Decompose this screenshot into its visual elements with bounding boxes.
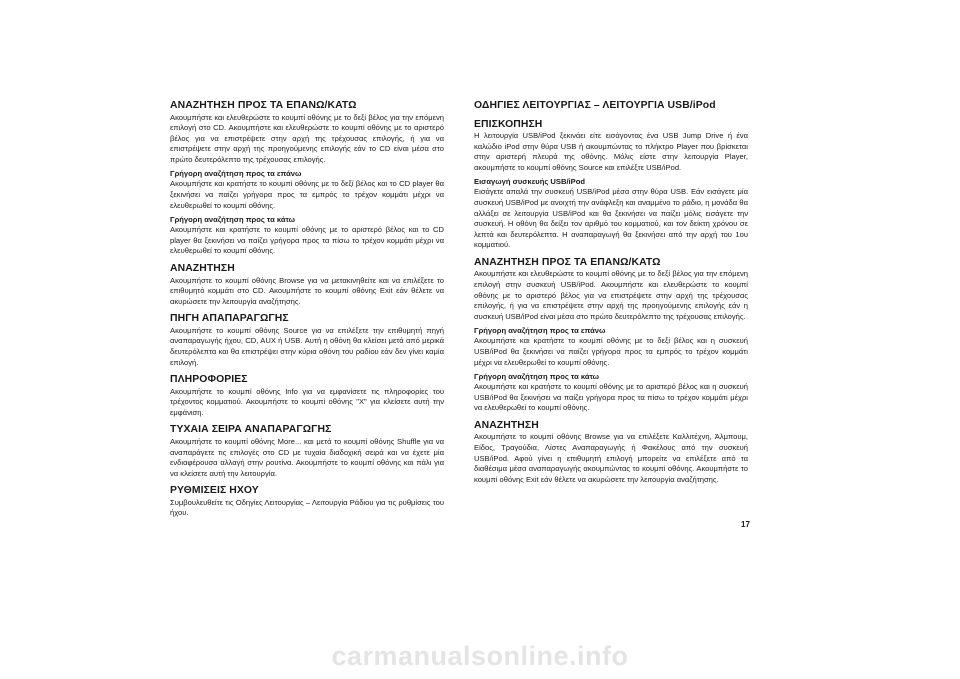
body-paragraph: Ακουμπήστε το κουμπί οθόνης Info για να εμφανίσετε τις πληροφορίες του τρέχοντος κομματιού. Ακουμπήστε το κουμπί οθόνης "X" για κλείσετε αυτή την εμφάνιση.: [170, 386, 444, 417]
subsection-heading: Εισαγωγή συσκευής USB/iPod: [474, 177, 586, 187]
left-column: [170, 100, 444, 519]
body-paragraph: Ακουμπήστε και κρατήστε το κουμπί οθόνης με το αριστερό βέλος και η συσκευή USB/iPod θα ξεκινήσει να παίζει γρήγορα προς τα πίσω το τρέχον κομμάτι μέχρι να ελευθερωθεί το κουμπί οθόνης.: [474, 382, 748, 413]
section-heading: ΠΗΓΗ ΑΠΑΠΑΡΑΓΩΓΗΣ: [170, 313, 289, 325]
body-paragraph: Εισάγετε απαλά την συσκευή USB/iPod μέσα στην θύρα USB. Εάν εισάγετε μία συσκευή USB/iPod με ανοιχτή την ανάφλεξη και αναμμένο το ράδιο, η μονάδα θα αλλάξει σε λειτουργία USB/iPod και θα ξεκινήσει να παίζει μόλις εισάγετε την συσκευή. Η οθόνη θα δείξει τον αριθμό του κομματιού, και τον δείκτη χρόνου σε λεπτά και δευτερόλεπτα. Η αναπαραγωγή θα ξεκινήσει από την αρχή του 1ου κομματιού.: [474, 187, 748, 250]
page-number: 17: [741, 520, 750, 529]
body-paragraph: Ακουμπήστε και κρατήστε το κουμπί οθόνης με το δεξί βέλος και το CD player θα ξεκινήσει να παίζει γρήγορα προς τα εμπρός το τρέχον κομμάτι μέχρι να ελευθερωθεί το κουμπί οθόνης.: [170, 179, 444, 210]
right-column: [474, 100, 748, 485]
section-heading: ΠΛΗΡΟΦΟΡΙΕΣ: [170, 374, 248, 386]
section-heading: ΟΔΗΓΙΕΣ ΛΕΙΤΟΥΡΓΙΑΣ – ΛΕΙΤΟΥΡΓΙΑ USB/iPod: [474, 100, 716, 111]
subsection-heading: Γρήγορη αναζήτηση προς τα κάτω: [474, 372, 600, 382]
section-heading: ΑΝΑΖΗΤΗΣΗ ΠΡΟΣ ΤΑ ΕΠΑΝΩ/ΚΑΤΩ: [474, 256, 661, 268]
body-paragraph: Η λειτουργία USB/iPod ξεκινάει είτε εισάγοντας ένα USB Jump Drive ή ένα καλώδιο iPod στην θύρα USB ή ακουμπώντας το πλήκτρο Player που βρίσκεται στην αριστερή πλευρά της οθόνης. Μόλις είστε στην λειτουργία Player, ακουμπήστε το κουμπί οθόνης Source και επιλέξτε USB/iPod.: [474, 131, 748, 172]
body-paragraph: Ακουμπήστε και κρατήστε το κουμπί οθόνης με το αριστερό βέλος και το CD player θα ξεκινήσει να παίζει γρήγορα προς τα πίσω το τρέχον κομμάτι μέχρι να ελευθερωθεί το κουμπί οθόνης.: [170, 225, 444, 256]
section-heading: ΑΝΑΖΗΤΗΣΗ ΠΡΟΣ ΤΑ ΕΠΑΝΩ/ΚΑΤΩ: [170, 100, 357, 111]
subsection-heading: Γρήγορη αναζήτηση προς τα κάτω: [170, 215, 296, 225]
body-paragraph: Ακουμπήστε το κουμπί οθόνης Source για να επιλέξετε την επιθυμητή πηγή αναπαραγωγής ήχου, CD, AUX ή USB. Αυτή η οθόνη θα κλείσει μετά από μερικά δευτερόλεπτα και θα επιστρέψει στην κύρια οθόνη του ραδίου εάν δεν γίνει καμία επιλογή.: [170, 325, 444, 367]
body-paragraph: Ακουμπήστε και ελευθερώστε το κουμπί οθόνης με το δεξί βέλος για την επόμενη επιλογή στο CD. Ακουμπήστε και ελευθερώστε το κουμπί οθόνης με το αριστερό βέλος για να επιστρέψετε στην αρχή της τρέχουσας επιλογής, ή για να επιστρέψετε στην αρχή της προηγούμενης επιλογής εάν το CD είναι μέσα στο πρώτο δευτερόλεπτο της τρέχουσας επιλογής.: [170, 112, 444, 164]
section-heading: ΑΝΑΖΗΤΗΣΗ: [170, 263, 235, 275]
subsection-heading: Γρήγορη αναζήτηση προς τα επάνω: [170, 169, 302, 179]
body-paragraph: Ακουμπήστε το κουμπί οθόνης Browse για να μετακινηθείτε και να επιλέξετε το επιθυμητό κομμάτι στο CD. Ακουμπήστε το κουμπί οθόνης Exit εάν θέλετε να ακυρώσετε την λειτουργία αναζήτησης.: [170, 275, 444, 306]
body-paragraph: Ακουμπήστε το κουμπί οθόνης More... και μετά το κουμπί οθόνης Shuffle για να αναπαράγετε τις επιλογές στο CD με τυχαία διαδοχική σειρά και να έχετε μία ενδιαφέρουσα αλλαγή στην ρουτίνα. Ακουμπήστε το κουμπί οθόνης και πάλι για να κλείσετε αυτή την λειτουργία.: [170, 436, 444, 478]
section-heading: ΕΠΙΣΚΟΠΗΣΗ: [474, 118, 543, 130]
body-paragraph: Ακουμπήστε και κρατήστε το κουμπί οθόνης με το δεξί βέλος και η συσκευή USB/iPod θα ξεκινήσει να παίζει γρήγορα προς τα εμπρός το τρέχον κομμάτι μέχρι να ελευθερωθεί το κουμπί οθόνης.: [474, 336, 748, 367]
body-paragraph: Ακουμπήστε το κουμπί οθόνης Browse για να επιλέξετε Καλλιτέχνη, Άλμπουμ, Είδος, Τραγούδια, Λίστες Αναπαραγωγής ή Φακέλους από την συσκευή USB/iPod. Αφού γίνει η επιθυμητή επιλογή μπορείτε να επιλέξετε από τα διαθέσιμα μέσα αναπαραγωγής ακουμπώντας το κουμπί οθόνης. Ακουμπήστε το κουμπί οθόνης Exit εάν θέλετε να ακυρώσετε την λειτουργία αναζήτησης.: [474, 432, 748, 484]
watermark: carmanualsonline.info: [331, 641, 629, 671]
body-paragraph: Ακουμπήστε και ελευθερώστε το κουμπί οθόνης με το δεξί βέλος για την επόμενη επιλογή στην συσκευή USB/iPod. Ακουμπήστε και ελευθερώστε το κουμπί οθόνης με το αριστερό βέλος για να επιστρέψετε στην αρχή της τρέχουσας επιλογής, ή για να επιστρέψετε στην αρχή της προηγούμενης επιλογής εάν η συσκευή USB/iPod είναι μέσα στο πρώτο δευτερόλεπτο της τρέχουσας επιλογής.: [474, 269, 748, 321]
body-paragraph: Συμβουλευθείτε τις Οδηγίες Λειτουργίας – Λειτουργία Ράδιου για τις ρυθμίσεις του ήχου.: [170, 497, 444, 518]
section-heading: ΤΥΧΑΙΑ ΣΕΙΡΑ ΑΝΑΠΑΡΑΓΩΓΗΣ: [170, 424, 332, 436]
section-heading: ΑΝΑΖΗΤΗΣΗ: [474, 419, 539, 431]
section-heading: ΡΥΘΜΙΣΕΙΣ ΗΧΟΥ: [170, 485, 259, 497]
subsection-heading: Γρήγορη αναζήτηση προς τα επάνω: [474, 326, 606, 336]
